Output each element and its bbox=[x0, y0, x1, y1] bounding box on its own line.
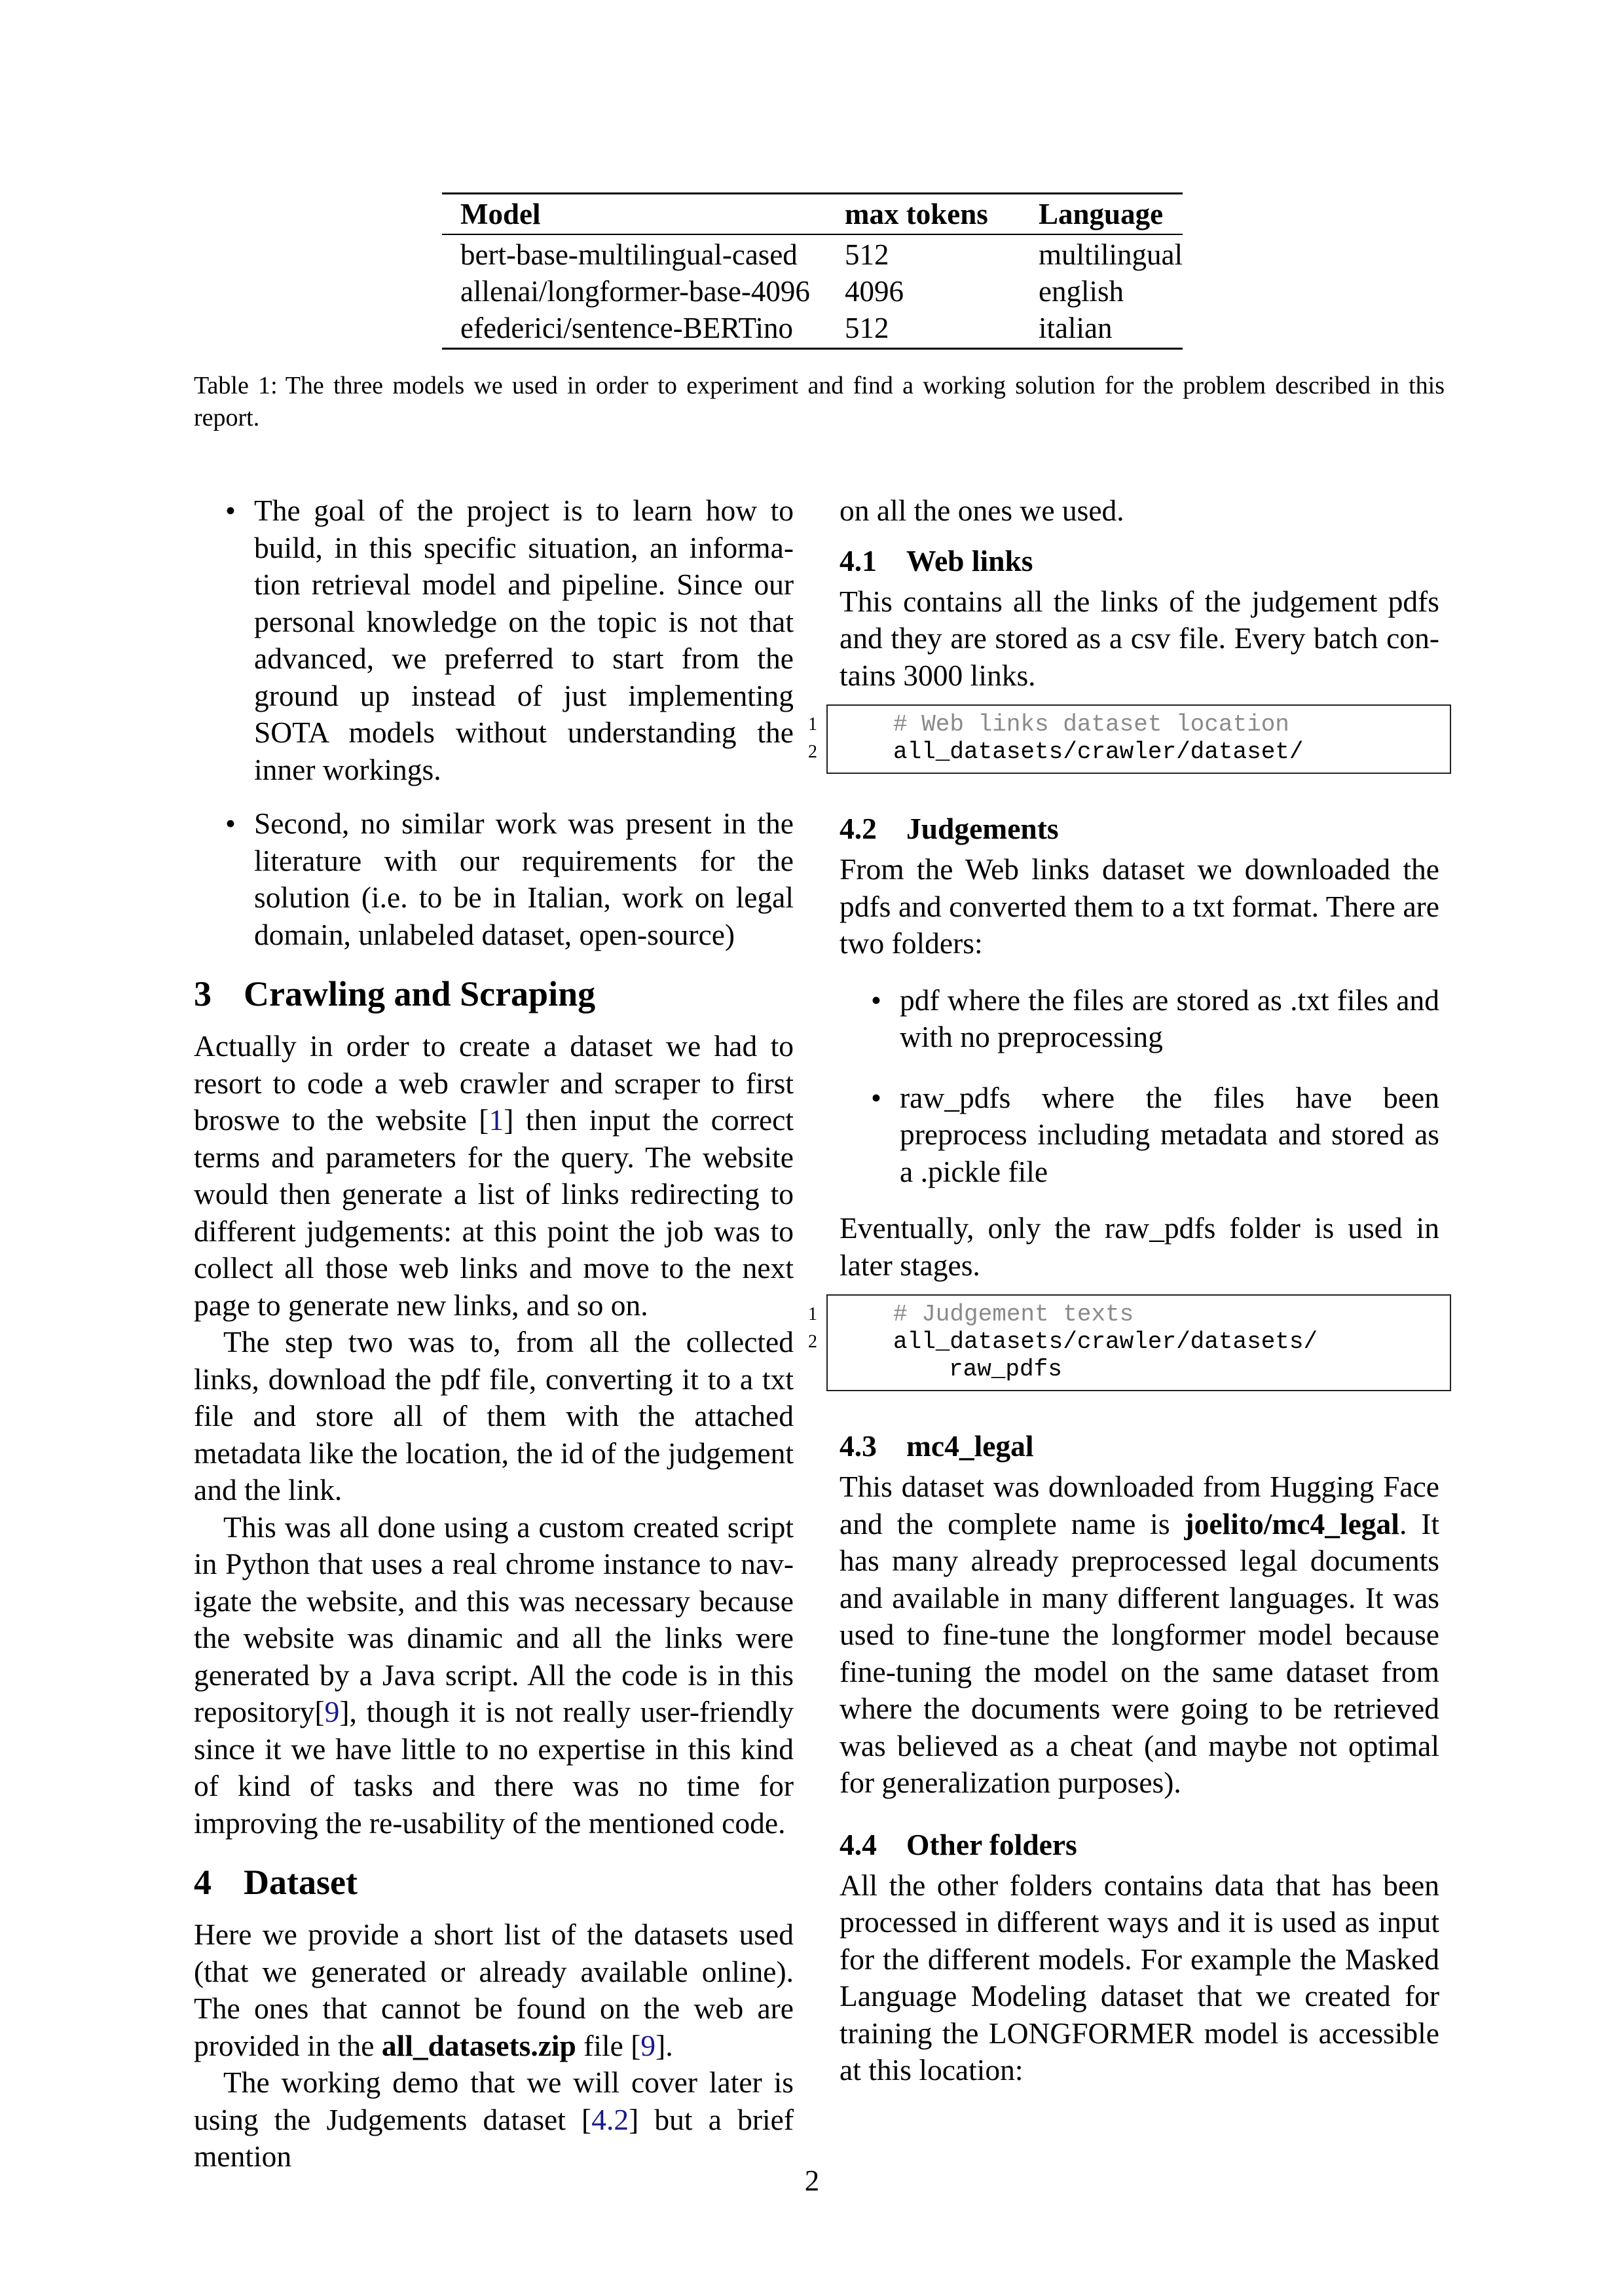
section-heading-3 bbox=[194, 973, 794, 1015]
code-block-judgements bbox=[808, 1294, 1451, 1391]
code-path: all_datasets/crawler/dataset/ bbox=[893, 738, 1304, 765]
section-heading-4 bbox=[194, 1861, 794, 1903]
subsection-title: Other folders bbox=[906, 1827, 1077, 1861]
line-number: 2 bbox=[808, 742, 817, 762]
text: ]. bbox=[655, 2028, 673, 2062]
list-item bbox=[840, 1080, 1439, 1191]
subsection-number: 4.1 bbox=[840, 543, 877, 577]
code-path-continuation: raw_pdfs bbox=[949, 1356, 1062, 1383]
cell-language: english bbox=[1039, 275, 1124, 308]
models-table-container bbox=[442, 192, 1183, 350]
subsection-title: mc4_legal bbox=[906, 1429, 1034, 1463]
page-number: 2 bbox=[804, 2164, 820, 2197]
citation-link[interactable]: 1 bbox=[489, 1103, 504, 1137]
text: This dataset was downloaded from Hugging Face and the complete name is bbox=[840, 1470, 1439, 1540]
paragraph: All the other folders contains data that has been processed in different ways and it is used as input for the different models. For example the Masked Language Modeling dataset that we created for training the LONGFORMER model is accessible at this location: bbox=[840, 1868, 1439, 2086]
paragraph: Eventually, only the raw_pdfs folder is used in later stages. bbox=[840, 1211, 1439, 1282]
models-table bbox=[442, 192, 1183, 350]
line-number: 1 bbox=[808, 1304, 817, 1324]
subsection-number: 4.4 bbox=[840, 1827, 877, 1861]
caption-text: The three models we used in order to experiment and find a working solution for the problem described in this report. bbox=[194, 372, 1445, 431]
subsection-heading-4-3 bbox=[840, 1428, 1439, 1465]
citation-link[interactable]: 9 bbox=[324, 1695, 340, 1728]
cell-language: italian bbox=[1039, 312, 1113, 344]
header-language: Language bbox=[1039, 198, 1164, 230]
header-model: Model bbox=[460, 198, 541, 230]
subsection-number: 4.2 bbox=[840, 812, 877, 845]
cell-model: bert-base-multilingual-cased bbox=[460, 238, 798, 271]
folders-list bbox=[840, 982, 1439, 1191]
code-path: all_datasets/crawler/datasets/ bbox=[893, 1328, 1318, 1355]
bullet-icon: • bbox=[225, 494, 236, 527]
section-number: 3 bbox=[194, 974, 212, 1013]
text: The working demo that we will cover later is using the Judgements dataset [ bbox=[194, 2066, 794, 2136]
subsection-title: Web links bbox=[906, 543, 1033, 577]
goals-list bbox=[194, 492, 794, 953]
paragraph bbox=[194, 1916, 794, 2064]
text: This was all done using a custom created script in Python that uses a real chrome instance to navigate the website, and this was necessary because the website was dinamic and all the links were generated by a Java script. All the code is in this repository[ bbox=[194, 1510, 794, 1728]
paragraph bbox=[840, 1468, 1439, 1802]
bullet-icon: • bbox=[871, 983, 881, 1017]
paragraph: This contains all the links of the judgement pdfs and they are stored as a csv file. Every batch contains 3000 links. bbox=[840, 584, 1439, 692]
code-block-web-links bbox=[808, 704, 1451, 774]
cell-model: allenai/longformer-base-4096 bbox=[460, 275, 810, 308]
bullet-text: raw_pdfs where the files have been preprocess including metadata and stored as a .pickle file bbox=[900, 1080, 1439, 1188]
bold-filename: all_datasets.zip bbox=[381, 2028, 576, 2062]
table-header-row bbox=[442, 194, 1183, 235]
cell-max-tokens: 4096 bbox=[844, 275, 904, 308]
subsection-heading-4-2 bbox=[840, 811, 1439, 847]
left-column bbox=[194, 492, 794, 2176]
text: ] then input the correct terms and parameters for the query. The website would then generate a list of links redirecting to different judgements: at this point the job was to collect all those web links and move to the next page to generate new links, and so on. bbox=[194, 1103, 794, 1322]
paragraph: The step two was to, from all the collected links, download the pdf file, converting it to a txt file and store all of them with the attached metadata like the location, the id of the judgement and the link. bbox=[194, 1325, 794, 1506]
text: Here we provide a short list of the datasets used (that we generated or already available online). The ones that cannot be found on the web are provided in the bbox=[194, 1918, 794, 2062]
code-comment: # Web links dataset location bbox=[893, 711, 1289, 738]
table-caption bbox=[194, 370, 1445, 434]
bullet-icon: • bbox=[225, 807, 236, 840]
citation-link[interactable]: 9 bbox=[640, 2028, 656, 2062]
text: ], though it is not really user-friendly since it we have little to no expertise in this kind of kind of tasks and there was no time for improving the re-usability of the mentioned code. bbox=[194, 1695, 794, 1840]
right-column bbox=[808, 492, 1440, 2089]
subsection-number: 4.3 bbox=[840, 1429, 877, 1463]
subsection-title: Judgements bbox=[906, 812, 1059, 845]
subsection-heading-4-1 bbox=[840, 543, 1439, 579]
table-row bbox=[442, 310, 1183, 349]
table-row bbox=[442, 234, 1183, 273]
caption-label: Table 1: bbox=[194, 372, 278, 399]
line-number: 1 bbox=[808, 714, 817, 735]
bullet-text: Second, no similar work was present in the literature with our requirements for the solution (i.e. to be in Italian, work on legal domain, unlabeled dataset, open-source) bbox=[254, 807, 794, 951]
paragraph bbox=[194, 1509, 794, 1842]
cell-max-tokens: 512 bbox=[844, 238, 889, 271]
list-item bbox=[194, 805, 794, 953]
code-comment: # Judgement texts bbox=[893, 1301, 1134, 1328]
paragraph: From the Web links dataset we downloaded the pdfs and converted them to a txt format. There are two folders: bbox=[840, 852, 1439, 960]
paragraph bbox=[194, 2064, 794, 2176]
text: ] but a brief mention bbox=[194, 2102, 794, 2173]
text: Actually in order to create a dataset we had to resort to code a web crawler and scraper to first broswe to the website [ bbox=[194, 1029, 794, 1137]
subsection-heading-4-4 bbox=[840, 1827, 1439, 1863]
section-title: Crawling and Scraping bbox=[244, 974, 596, 1013]
text: file [ bbox=[576, 2028, 641, 2062]
list-item bbox=[194, 492, 794, 788]
cell-max-tokens: 512 bbox=[844, 312, 889, 344]
text: . It has many already preprocessed legal documents and available in many different languages. It was used to fine-tune the longformer model because fine-tuning the model on the same dataset from where the documents were going to be retrieved was believed as a cheat (and maybe not optimal for generalization purposes). bbox=[840, 1506, 1440, 1799]
line-number: 2 bbox=[808, 1332, 817, 1352]
bullet-text: The goal of the project is to learn how to build, in this specific situation, an information retrieval model and pipeline. Since our personal knowledge on the topic is not that advanced, we preferred to start from the ground up instead of just implementing SOTA models without understanding the inner workings. bbox=[254, 494, 794, 786]
header-max-tokens: max tokens bbox=[844, 198, 988, 230]
cell-language: multilingual bbox=[1039, 238, 1183, 271]
bullet-text: pdf where the files are stored as .txt files and with no preprocessing bbox=[900, 983, 1439, 1053]
paragraph: on all the ones we used. bbox=[840, 494, 1124, 527]
bullet-icon: • bbox=[871, 1080, 881, 1114]
section-title: Dataset bbox=[244, 1863, 358, 1902]
cell-model: efederici/sentence-BERTino bbox=[460, 312, 793, 344]
list-item bbox=[840, 982, 1439, 1056]
table-row bbox=[442, 273, 1183, 310]
bold-dataset-name: joelito/mc4_legal bbox=[1184, 1506, 1399, 1540]
section-number: 4 bbox=[194, 1863, 212, 1902]
section-ref-link[interactable]: 4.2 bbox=[591, 2102, 629, 2136]
paragraph bbox=[194, 1028, 794, 1324]
